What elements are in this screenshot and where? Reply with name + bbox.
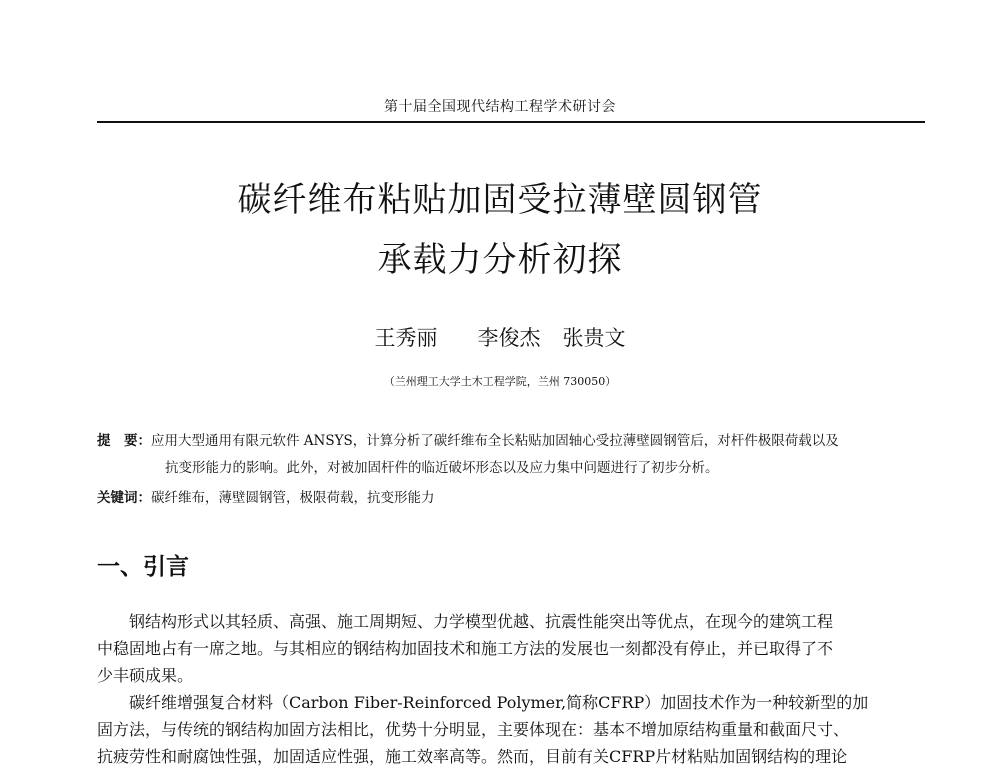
section-heading-introduction: 一、引言 (97, 554, 189, 580)
running-header: 第十届全国现代结构工程学术研讨会 (384, 99, 616, 115)
abstract-label: 提 要： (97, 433, 151, 449)
keywords (97, 486, 435, 506)
section-body (97, 608, 927, 766)
paragraph-1-line-3: 少丰硕成果。 (97, 666, 194, 685)
paragraph-2-line-2: 固方法，与传统的钢结构加固方法相比，优势十分明显，主要体现在：基本不增加原结构重量和截面尺寸、 (97, 720, 850, 739)
abstract-line-1 (97, 428, 927, 455)
keywords-text: 碳纤维布，薄壁圆钢管，极限荷载，抗变形能力 (151, 490, 435, 506)
author-name: 李俊杰 (477, 326, 541, 350)
abstract (97, 428, 927, 482)
keywords-label: 关键词： (97, 490, 151, 506)
paragraph-1-line-2: 中稳固地占有一席之地。与其相应的钢结构加固技术和施工方法的发展也一刻都没有停止，并已取得了不 (97, 639, 834, 658)
paper-title-line-1: 碳纤维布粘贴加固受拉薄壁圆钢管 (237, 180, 763, 220)
paragraph-2-line-1: 碳纤维增强复合材料（Carbon Fiber-Reinforced Polymer,简称CFRP）加固技术作为一种较新型的加 (129, 693, 869, 712)
author-name: 王秀丽 (374, 326, 438, 350)
header-rule (97, 121, 925, 123)
affiliation: （兰州理工大学土木工程学院，兰州 730050） (383, 375, 617, 388)
paper-title-line-2: 承载力分析初探 (377, 240, 623, 280)
abstract-text-2: 抗变形能力的影响。此外，对被加固杆件的临近破坏形态以及应力集中问题进行了初步分析。 (165, 460, 719, 476)
abstract-text-1: 应用大型通用有限元软件 ANSYS，计算分析了碳纤维布全长粘贴加固轴心受拉薄壁圆钢管后，对杆件极限荷载以及 (151, 433, 839, 449)
author-list (0, 322, 1000, 352)
paragraph-2-line-3: 抗疲劳性和耐腐蚀性强，加固适应性强，施工效率高等。然而，目前有关CFRP片材粘贴加固钢结构的理论 (97, 747, 848, 766)
paragraph-1-line-1: 钢结构形式以其轻质、高强、施工周期短、力学模型优越、抗震性能突出等优点，在现今的建筑工程 (129, 612, 834, 631)
author-name: 张贵文 (562, 326, 626, 350)
